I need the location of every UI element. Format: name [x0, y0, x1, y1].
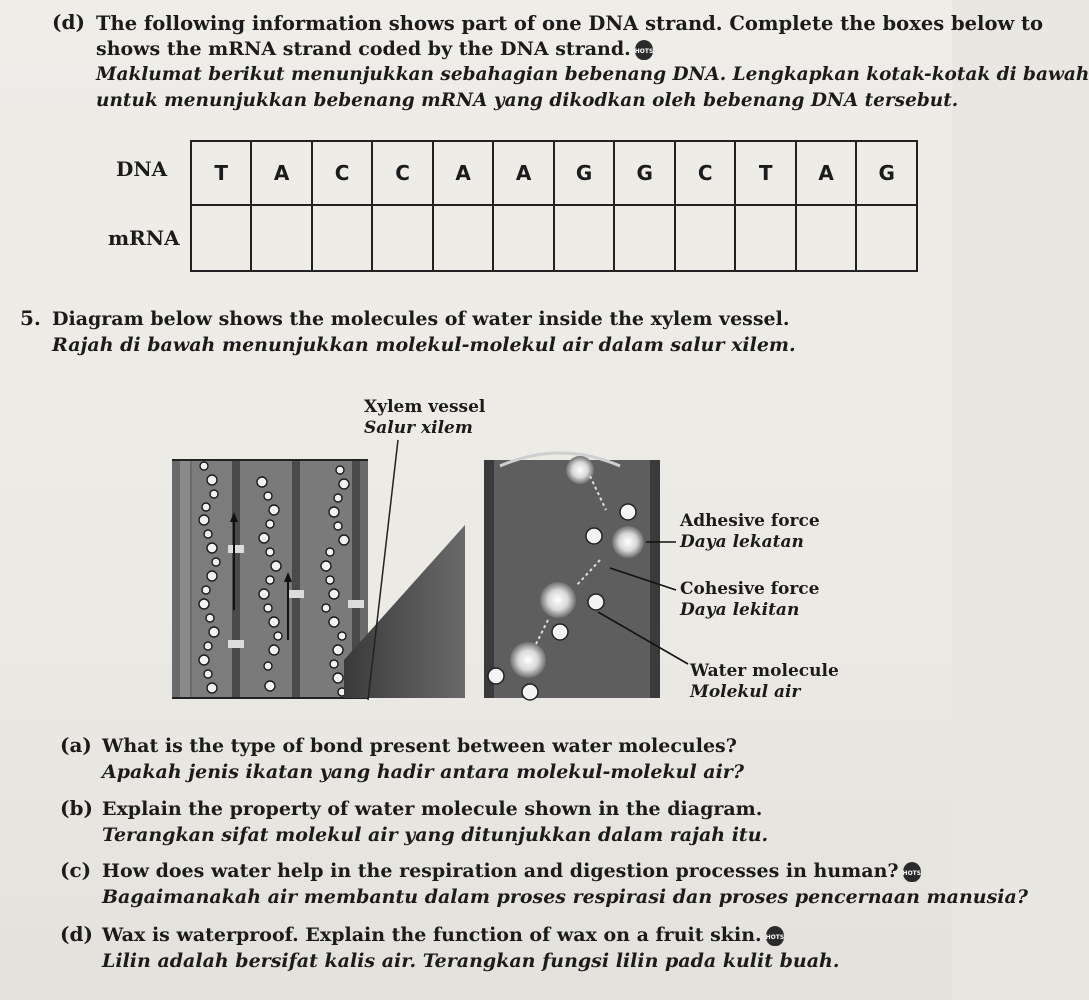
q5-english-stem: Diagram below shows the molecules of water inside the xylem vessel. — [52, 308, 790, 330]
q5a-english: What is the type of bond present between water molecules? — [102, 735, 737, 757]
dna-row-label: DNA — [116, 157, 168, 181]
q4d-malay-line-2: untuk menunjukkan bebenang mRNA yang dikodkan oleh bebenang DNA tersebut. — [96, 90, 959, 111]
dna-base: A — [796, 141, 857, 205]
dna-base: A — [493, 141, 554, 205]
q5b-english: Explain the property of water molecule shown in the diagram. — [102, 798, 763, 820]
dna-base: G — [614, 141, 675, 205]
dna-base: C — [372, 141, 432, 205]
q5a-label: (a) — [60, 733, 92, 757]
q5b-malay: Terangkan sifat molekul air yang ditunjukkan dalam rajah itu. — [102, 824, 769, 846]
dna-base: C — [312, 141, 372, 205]
dna-base: A — [251, 141, 312, 205]
question-4d-label: (d) — [52, 10, 85, 34]
q5b-label: (b) — [60, 796, 93, 820]
dna-base: G — [554, 141, 615, 205]
question-5-number: 5. — [20, 306, 41, 330]
dna-base: A — [433, 141, 494, 205]
xylem-vessel-label: Xylem vessel Salur xilem — [364, 397, 486, 438]
q5d-english: Wax is waterproof. Explain the function of wax on a fruit skin. HOTS — [102, 924, 785, 946]
q5d-label: (d) — [60, 922, 93, 946]
q5a-malay: Apakah jenis ikatan yang hadir antara molekul-molekul air? — [102, 761, 744, 783]
hots-icon: HOTS — [766, 926, 784, 946]
q5c-malay: Bagaimanakah air membantu dalam proses respirasi dan proses pencernaan manusia? — [102, 886, 1028, 908]
hots-icon: HOTS — [635, 40, 653, 60]
water-molecule-label: Water molecule Molekul air — [690, 661, 839, 702]
q5d-malay: Lilin adalah bersifat kalis air. Terangkan fungsi lilin pada kulit buah. — [102, 950, 840, 972]
q4d-english-line-2: shows the mRNA strand coded by the DNA strand. HOTS — [96, 38, 654, 60]
mrna-row-label: mRNA — [108, 226, 180, 250]
dna-base: G — [856, 141, 917, 205]
q5c-label: (c) — [60, 858, 92, 882]
q5-malay-stem: Rajah di bawah menunjukkan molekul-molekul air dalam salur xilem. — [52, 334, 796, 356]
q4d-malay-line-1: Maklumat berikut menunjukkan sebahagian bebenang DNA. Lengkapkan kotak-kotak di bawah — [96, 64, 1089, 85]
adhesive-force-label: Adhesive force Daya lekatan — [680, 511, 820, 552]
hots-icon: HOTS — [903, 862, 921, 882]
cohesive-force-label: Cohesive force Daya lekitan — [680, 579, 820, 620]
q5c-english: How does water help in the respiration and digestion processes in human? HOTS — [102, 860, 922, 882]
dna-base: C — [675, 141, 735, 205]
q4d-english-line-1: The following information shows part of one DNA strand. Complete the boxes below to — [96, 12, 1044, 35]
dna-base: T — [191, 141, 251, 205]
dna-base: T — [735, 141, 795, 205]
